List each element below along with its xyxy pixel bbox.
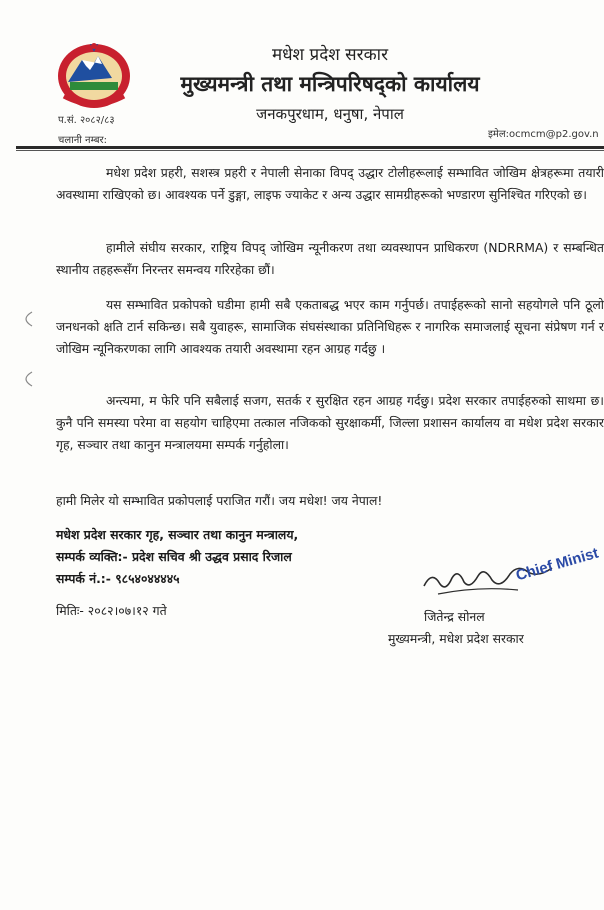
header-government: मधेश प्रदेश सरकार <box>271 45 389 65</box>
date: मितिः- २०८२।०७।१२ गते <box>56 603 167 618</box>
header-address: जनकपुरधाम, धनुषा, नेपाल <box>256 105 404 123</box>
chief-minister-stamp: Chief Minist <box>514 544 601 585</box>
nepal-emblem-icon <box>54 38 134 110</box>
contact-person: सम्पर्क व्यक्ति:- प्रदेश सचिव श्री उद्धव प्रसाद रिजाल <box>56 549 292 564</box>
signatory-name: जितेन्द्र सोनल <box>424 609 485 624</box>
margin-mark-icon <box>18 370 34 388</box>
header-divider-thin <box>16 150 604 151</box>
contact-phone: सम्पर्क नं.:- ९८५४०४४४४५ <box>56 571 180 586</box>
paragraph-5: हामी मिलेर यो सम्भावित प्रकोपलाई पराजित गरौं। जय मधेश! जय नेपाल! <box>56 493 383 508</box>
paragraph-2: हामीले संघीय सरकार, राष्ट्रिय विपद् जोखिम न्यूनीकरण तथा व्यवस्थापन प्राधिकरण (NDRRMA) र सम्बन्धित स्थानीय तहहरूसँग निरन्तर समन्वय गरिरहेका छौं। <box>56 240 604 277</box>
signatory-title: मुख्यमन्त्री, मधेश प्रदेश सरकार <box>388 631 524 646</box>
margin-mark-icon <box>18 310 34 328</box>
paragraph-3: यस सम्भावित प्रकोपको घडीमा हामी सबै एकताबद्ध भएर काम गर्नुपर्छ। तपाईहरूको सानो सहयोगले पनि ठूलो जनधनको क्षति टार्न सकिन्छ। सबै युवाहरू, सामाजिक संघसंस्थाका प्रतिनिधिहरू र नागरिक समाजलाई सूचना संप्रेषण गर्न र जोखिम न्यूनिकरणका लागि आवश्यक तयारी अवस्थामा रहन आग्रह गर्दछु । <box>56 297 604 356</box>
header-divider <box>16 146 604 149</box>
contact-office: मधेश प्रदेश सरकार गृह, सञ्चार तथा कानुन मन्त्रालय, <box>56 527 299 542</box>
paragraph-4: अन्त्यमा, म फेरि पनि सबैलाई सजग, सतर्क र सुरक्षित रहन आग्रह गर्दछु। प्रदेश सरकार तपाईहरुको साथमा छ। कुनै पनि समस्या परेमा वा सहयोग चाहिएमा तत्काल नजिकको सुरक्षाकर्मी, जिल्ला प्रशासन कार्यालय वा मधेश प्रदेश सरकार गृह, सञ्चार तथा कानुन मन्त्रालयमा सम्पर्क गर्नुहोला। <box>56 393 604 452</box>
paragraph-1: मधेश प्रदेश प्रहरी, सशस्त्र प्रहरी र नेपाली सेनाका विपद् उद्धार टोलीहरूलाई सम्भावित जोखिम क्षेत्रहरूमा तयारी अवस्थामा राखिएको छ। आवश्यक पर्ने डुङ्गा, लाइफ ज्याकेट र अन्य उद्धार सामग्रीहरूको भण्डारण सुनिश्चित गरिएको छ। <box>56 165 604 202</box>
header-office: मुख्यमन्त्री तथा मन्त्रिपरिषद्को कार्यालय <box>180 72 480 96</box>
dispatch-number: चलानी नम्बर: <box>58 135 108 146</box>
reference-number: प.सं. २०८२/८३ <box>58 115 115 126</box>
email: इमेल:ocmcm@p2.gov.n <box>488 129 599 140</box>
